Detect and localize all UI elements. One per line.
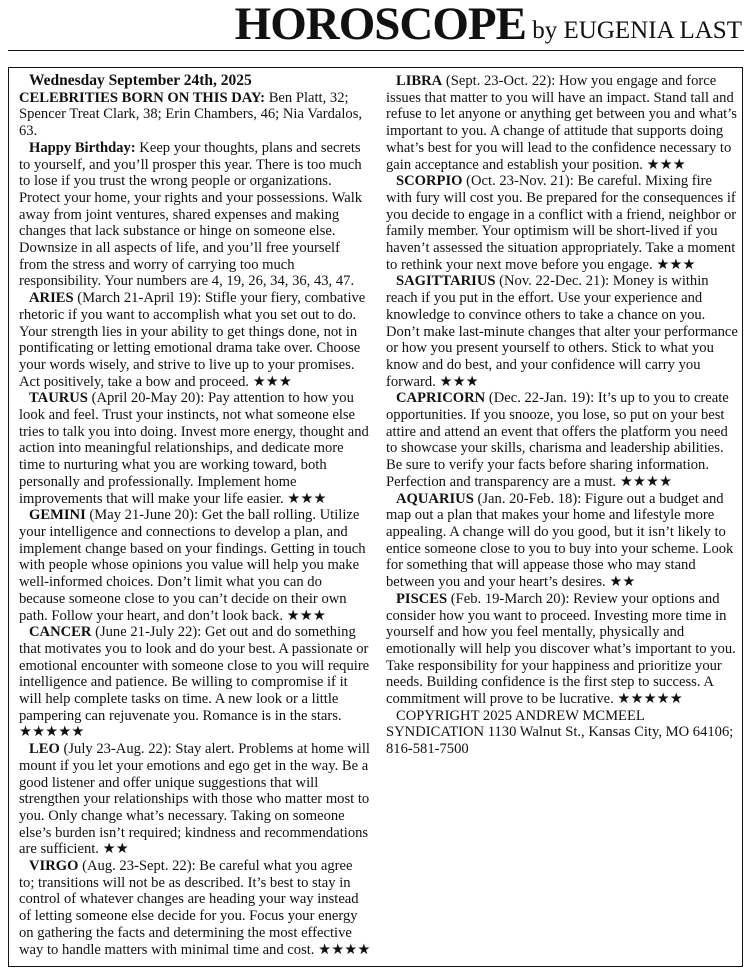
sign-text: Stay alert. Problems at home will mount if you let your emotions and ego get in the way. Be a good listener and offer unique suggestions that will strengthen your relationships with those who matter most to you. Only change what’s necessary. Taking on someone else’s burden isn’t required; kindness and recommendations are sufficient.: [19, 741, 370, 858]
masthead: [8, 0, 744, 50]
sign-name: PISCES: [396, 590, 448, 607]
sign-name: TAURUS: [29, 390, 88, 407]
birthday-label: Happy Birthday:: [29, 139, 136, 156]
star-rating: ★★: [102, 841, 129, 858]
sign-entry-aquarius: [386, 491, 738, 591]
star-rating: ★★★★★: [617, 691, 683, 708]
sign-entry-cancer: [19, 624, 371, 741]
star-rating: ★★★★: [318, 941, 371, 958]
sign-name: CAPRICORN: [396, 390, 486, 407]
sign-text: Get out and do something that motivates you to look and do your best. A passionate or emotional encounter with someone close to you will require intelligence and patience. Be willing to compromise if it will help complete tasks on time. A new look or a little pampering can rejuvenate you. Romance is in the stars.: [19, 624, 370, 724]
celebrities-label: CELEBRITIES BORN ON THIS DAY:: [19, 89, 266, 106]
star-rating: ★★★: [286, 607, 326, 624]
sign-entry-taurus: [19, 390, 371, 507]
sign-dates: (Jan. 20-Feb. 18):: [477, 490, 582, 507]
sign-text: Pay attention to how you look and feel. Trust your instincts, not what someone else tries to talk you into doing. Invest more energy, thought and action into meaningful relationships, and dedicate more time to nurturing what you are working toward, both personally and professionally. Implement home improvements that will make your life easier.: [19, 390, 369, 507]
sign-dates: (Feb. 19-March 20):: [450, 590, 570, 607]
sign-entry-libra: [386, 73, 738, 173]
sign-name: ARIES: [29, 290, 74, 307]
sign-text: How you engage and force issues that matter to you will have an impact. Stand tall and refuse to let anyone or anything get between you and what’s important to you. A change of attitude that supports doing what’s best for you will lead to the confidence necessary to gain acceptance and establish your position.: [386, 73, 737, 173]
sign-entry-virgo: [19, 858, 371, 958]
star-rating: ★★★: [439, 373, 479, 390]
celebrities-text: Ben Platt, 32; Spencer Treat Clark, 38; Erin Chambers, 46; Nia Vardalos, 63.: [19, 89, 363, 140]
left-column: [19, 73, 371, 958]
star-rating: ★★★★★: [19, 724, 85, 741]
sign-dates: (Oct. 23-Nov. 21):: [466, 173, 574, 190]
sign-dates: (Aug. 23-Sept. 22):: [82, 858, 196, 875]
sign-dates: (May 21-June 20):: [89, 507, 199, 524]
star-rating: ★★: [609, 574, 636, 591]
sign-entry-pisces: [386, 591, 738, 708]
birthday-paragraph: [19, 140, 371, 290]
dateline: Wednesday September 24th, 2025: [29, 72, 252, 89]
sign-text: It’s up to you to create opportunities. If you snooze, you lose, so put on your best attire and attend an event that offers the platform you need to showcase your skills, charisma and leadership abilities. Be sure to verify your facts before sharing information. Perfection and transparency are a must.: [386, 390, 729, 490]
celebrities-paragraph: [19, 90, 371, 140]
byline: by EUGENIA LAST: [532, 17, 742, 44]
sign-name: GEMINI: [29, 507, 86, 524]
sign-entry-sagittarius: [386, 273, 738, 390]
sign-text: Money is within reach if you put in the effort. Use your experience and knowledge to convince others to take a chance on you. Don’t make last-minute changes that alter your performance or how you present yourself to others. Stick to what you know and do best, and your confidence will carry you forward.: [386, 273, 738, 390]
sign-entry-scorpio: [386, 173, 738, 273]
sign-name: LIBRA: [396, 73, 443, 89]
birthday-text: Keep your thoughts, plans and secrets to yourself, and you’ll prosper this year. There is too much to lose if you trust the wrong people or organizations. Protect your home, your rights and your possessions. Walk away from joint ventures, shared expenses and making changes that lack substance or hinge on someone else. Downsize in all aspects of life, and you’ll free yourself from the stress and worry of carrying too much responsibility. Your numbers are 4, 19, 26, 34, 36, 43, 47.: [19, 139, 363, 290]
star-rating: ★★★: [646, 156, 686, 173]
sign-dates: (July 23-Aug. 22):: [63, 741, 172, 758]
masthead-rule: [8, 50, 744, 51]
sign-dates: (Dec. 22-Jan. 19):: [488, 390, 595, 407]
sign-name: SCORPIO: [396, 173, 463, 190]
star-rating: ★★★: [252, 373, 292, 390]
sign-dates: (Nov. 22-Dec. 21):: [499, 273, 610, 290]
sign-text: Get the ball rolling. Utilize your intelligence and connections to develop a plan, and implement change based on your findings. Getting in touch with people whose opinions you value will help you make well-informed choices. Don’t limit what you can do because someone close to you can’t decide on their own path. Follow your heart, and don’t look back.: [19, 507, 366, 624]
sign-text: Be careful. Mixing fire with fury will cost you. Be prepared for the consequences if you decide to engage in a conflict with a friend, neighbor or family member. Your optimism will be short-lived if you haven’t assessed the situation appropriately. Take a moment to rethink your next move before you engage.: [386, 173, 737, 273]
sign-text: Figure out a budget and map out a plan that makes your home and lifestyle more appealing. A change will do you good, but it isn’t likely to entice someone close to you to buy into your scheme. Look for something that will appease those who may stand between you and your heart’s desires.: [386, 490, 734, 591]
star-rating: ★★★: [656, 256, 696, 273]
sign-name: CANCER: [29, 624, 92, 641]
copyright-notice: COPYRIGHT 2025 ANDREW MCMEEL SYNDICATION 1130 Walnut St., Kansas City, MO 64106; 816-581-7500: [386, 707, 734, 758]
sign-text: Be careful what you agree to; transitions will not be as described. It’s best to stay in control of whatever changes are heading your way instead of letting someone else decide for you. Focus your energy on gathering the facts and determining the most effective way to handle matters with minimal time and cost.: [19, 858, 359, 958]
star-rating: ★★★: [287, 490, 327, 507]
sign-dates: (Sept. 23-Oct. 22):: [445, 73, 556, 89]
sign-text: Review your options and consider how you want to proceed. Investing more time in yourself and how you feel mentally, physically and emotionally will help you discover what’s important to you. Take responsibility for your happiness and prioritize your needs. Building confidence is the first step to success. A commitment will prove to be lucrative.: [386, 590, 736, 708]
right-column: [386, 73, 738, 758]
sign-text: Stifle your fiery, combative rhetoric if you want to accomplish what you set out to do. Your strength lies in your ability to get things done, not in pontificating or letting emotional drama take over. Choose your words wisely, and strive to live up to your promises. Act positively, take a bow and proceed.: [19, 290, 366, 390]
sign-name: VIRGO: [29, 858, 79, 875]
star-rating: ★★★★: [619, 473, 673, 490]
sign-name: LEO: [29, 741, 60, 758]
sign-name: SAGITTARIUS: [396, 273, 496, 290]
horoscope-box: [8, 67, 743, 967]
sign-dates: (April 20-May 20):: [91, 390, 205, 407]
sign-entry-gemini: [19, 507, 371, 624]
sign-name: AQUARIUS: [396, 490, 474, 507]
sign-dates: (March 21-April 19):: [77, 290, 202, 307]
sign-dates: (June 21-July 22):: [95, 624, 202, 641]
page-title: HOROSCOPE: [234, 0, 526, 50]
sign-entry-capricorn: [386, 390, 738, 490]
sign-entry-aries: [19, 290, 371, 390]
sign-entry-leo: [19, 741, 371, 858]
